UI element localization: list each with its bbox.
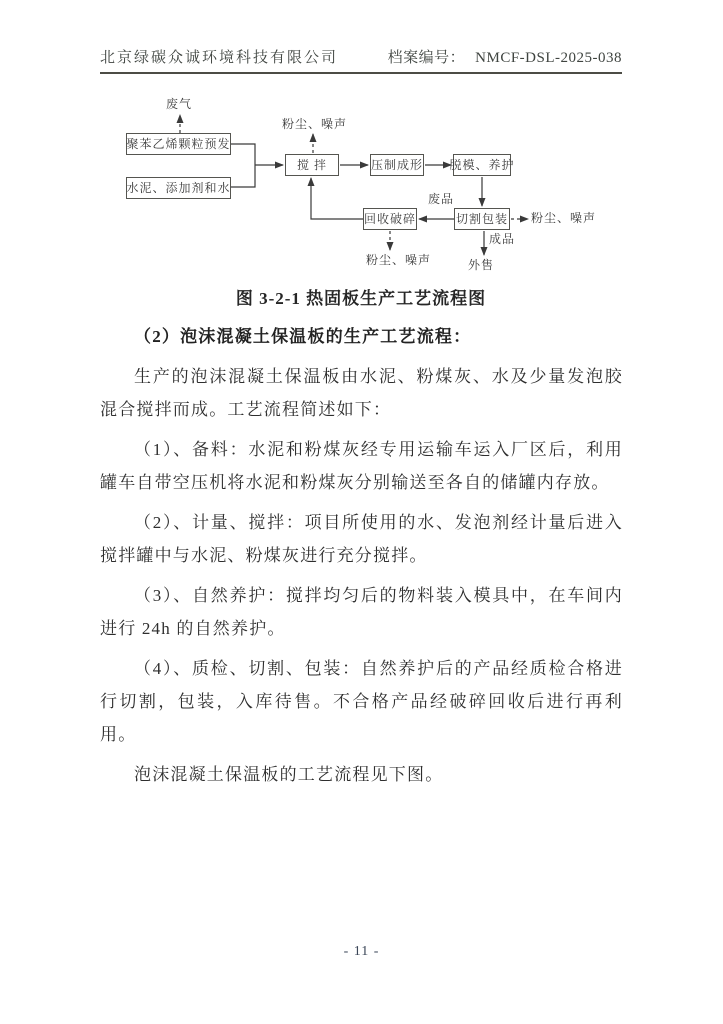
figure-caption: 图 3-2-1 热固板生产工艺流程图 <box>235 289 487 308</box>
paragraph: （1）、备料：水泥和粉煤灰经专用运输车运入厂区后，利用罐车自带空压机将水泥和粉煤灰分别输送至各自的储罐内存放。 <box>100 440 623 492</box>
body-text <box>100 320 623 798</box>
flow-label-dust-noise-recycle: 粉尘、噪声 <box>366 253 432 267</box>
flow-label-scrap: 废品 <box>428 192 455 206</box>
flow-box-demold-curing: 脱模、养护 <box>453 154 511 176</box>
archive-number-value: NMCF-DSL-2025-038 <box>475 50 622 66</box>
flow-box-mixing: 搅 拌 <box>285 154 339 176</box>
page-number: - 11 - <box>343 944 380 959</box>
paragraph: （3）、自然养护：搅拌均匀后的物料装入模具中，在车间内进行 24h 的自然养护。 <box>100 586 623 638</box>
flow-label-finished-product: 成品 <box>489 232 516 246</box>
flow-box-recycle-crushing: 回收破碎 <box>363 208 417 230</box>
archive-label: 档案编号： <box>387 50 466 66</box>
flow-label-dust-noise-cutting: 粉尘、噪声 <box>531 211 597 225</box>
paragraph: 生产的泡沫混凝土保温板由水泥、粉煤灰、水及少量发泡胶混合搅拌而成。工艺流程简述如下： <box>100 367 623 419</box>
flow-box-press-molding: 压制成形 <box>370 154 424 176</box>
paragraph: （2）、计量、搅拌：项目所使用的水、发泡剂经计量后进入搅拌罐中与水泥、粉煤灰进行充分搅拌。 <box>100 513 623 565</box>
flow-label-waste-gas: 废气 <box>166 97 193 111</box>
paragraph: （4）、质检、切割、包装：自然养护后的产品经质检合格进行切割，包装，入库待售。不合格产品经破碎回收后进行再利用。 <box>100 659 623 744</box>
paragraph: 泡沫混凝土保温板的工艺流程见下图。 <box>134 765 444 784</box>
flow-box-cutting-packaging: 切割包装 <box>454 208 510 230</box>
company-name: 北京绿碳众诚环境科技有限公司 <box>100 50 339 66</box>
flow-label-dust-noise-mixing: 粉尘、噪声 <box>282 117 348 131</box>
archive-number <box>388 46 622 67</box>
flow-label-external-sale: 外售 <box>468 258 495 272</box>
section-heading: （2）泡沫混凝土保温板的生产工艺流程： <box>134 327 472 346</box>
flowchart-connectors <box>0 92 723 282</box>
process-flowchart <box>0 92 723 282</box>
page-header <box>100 46 622 74</box>
flow-box-cement-additive-water: 水泥、添加剂和水 <box>126 177 231 199</box>
flow-box-pre-expand: 聚苯乙烯颗粒预发 <box>126 133 231 155</box>
